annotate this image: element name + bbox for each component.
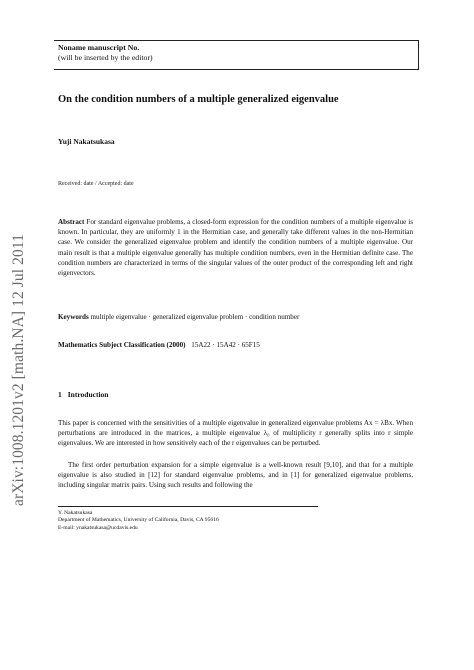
section-number: 1 (58, 390, 62, 399)
keywords-label: Keywords (58, 313, 89, 321)
footnote-name: Y. Nakatsukasa (58, 510, 93, 516)
received-date: Received: date / Accepted: date (58, 181, 134, 187)
intro-paragraph-1: This paper is concerned with the sensitivities of a multiple eigenvalue in generalized eigenvalue problems Ax = λBx. When perturbations are introduced in the matrices, a multiple eigenvalue λ₀ of multiplicity r generally splits into r simple eigenvalues. We are interested in how sensitively each of the r eigenvalues can be perturbed. (58, 419, 413, 448)
section-title: Introduction (67, 390, 109, 399)
keywords (58, 312, 413, 322)
manuscript-title: Noname manuscript No. (58, 43, 140, 52)
author-footnote (58, 506, 318, 532)
author-name: Yuji Nakatsukasa (58, 137, 115, 146)
paper-title: On the condition numbers of a multiple generalized eigenvalue (58, 94, 339, 105)
manuscript-subtitle: (will be inserted by the editor) (58, 53, 153, 62)
section-heading (58, 390, 108, 399)
abstract-label: Abstract (58, 218, 85, 226)
footnote-department: Department of Mathematics, University of California, Davis, CA 95616 (58, 517, 219, 524)
abstract (58, 217, 413, 278)
msc-codes: 15A22 · 15A42 · 65F15 (191, 341, 260, 349)
intro-paragraph-2: The first order perturbation expansion for a simple eigenvalue is a well-known result [9,10], and that for a multiple eigenvalue is also studied in [12] for standard eigenvalue problems, and in [1] for generalized eigenvalue problems, including singular matrix pairs. Using such results and following the (58, 461, 413, 490)
footnote-email: E-mail: ynakatsukasa@ucdavis.edu (58, 524, 138, 531)
msc-label: Mathematics Subject Classification (2000) (58, 341, 186, 349)
abstract-text: For standard eigenvalue problems, a closed-form expression for the condition numbers of a multiple eigenvalue is known. In particular, they are uniformly 1 in the Hermitian case, and generally take different values in the non-Hermitian case. We consider the generalized eigenvalue problem and identify the condition numbers of a multiple eigenvalue. Our main result is that a multiple eigenvalue generally has multiple condition numbers, even in the Hermitian definite case. The condition numbers are characterized in terms of the singular values of the outer product of the corresponding left and right eigenvectors. (58, 218, 413, 278)
arxiv-stamp (8, 167, 30, 572)
arxiv-stamp-text: arXiv:1008.1201v2 [math.NA] 12 Jul 2011 (10, 233, 27, 506)
keywords-text: multiple eigenvalue · generalized eigenvalue problem · condition number (90, 313, 300, 321)
subject-classification (58, 340, 413, 350)
